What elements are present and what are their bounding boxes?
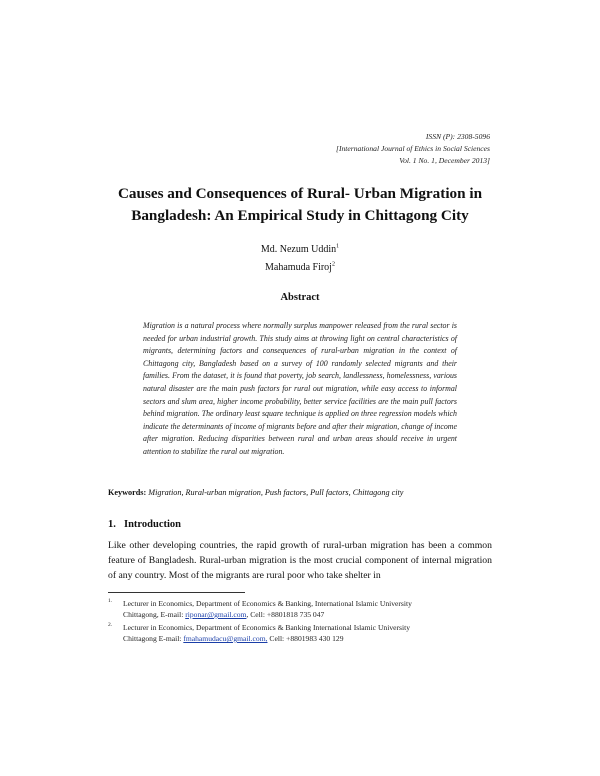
footnote-2-line2 xyxy=(123,633,508,644)
abstract-text: Migration is a natural process where normally surplus manpower released from the rural sector is needed for urban industrial growth. This study aims at throwing light on central characteristics of migrants, determining factors and consequences of rural-urban migration in the context of Chittagong city, Bangladesh based on a survey of 100 randomly selected migrants and their families. From the dataset, it is found that poverty, job search, landlessness, homelessness, various natural disaster are the main push factors for rural out migration, while easy access to informal sectors and slum area, higher income probability, better service facilities are the main pull factors behind migration. The ordinary least square technique is applied on three regression models which indicate the determinants of income of migrants before and after their migration, change of income after migration. Reducing disparities between rural and urban areas should receive in urgent attention to stabilize the rural out migration. xyxy=(143,321,457,456)
author-2-mark: 2 xyxy=(331,261,335,268)
keywords-text: Migration, Rural-urban migration, Push factors, Pull factors, Chittagong city xyxy=(148,488,404,497)
author-2-name: Mahamuda Firoj xyxy=(265,262,332,273)
footnote-2 xyxy=(108,622,508,644)
footnote-1 xyxy=(108,598,508,620)
journal-volume: Vol. 1 No. 1, December 2013] xyxy=(399,156,490,165)
footnote-1-prefix: Chittagong, E-mail: xyxy=(123,610,186,619)
keywords xyxy=(108,487,508,499)
footnote-1-email-link[interactable]: riponar@gmail.com xyxy=(185,610,247,619)
footnote-2-prefix: Chittagong E-mail: xyxy=(123,634,184,643)
section-title: Introduction xyxy=(124,519,181,530)
footnote-2-mark: 2. xyxy=(108,622,113,628)
footnote-1-suffix: , Cell: +8801818 735 047 xyxy=(246,610,325,619)
author-1-name: Md. Nezum Uddin xyxy=(260,244,337,255)
author-1-mark: 1 xyxy=(336,243,340,250)
footnote-divider xyxy=(108,592,245,593)
footnote-2-suffix: Cell: +8801983 430 129 xyxy=(267,634,344,643)
journal-info xyxy=(336,131,490,167)
section-number: 1. xyxy=(108,519,116,530)
introduction-text: Like other developing countries, the rapid growth of rural-urban migration has been a common feature of Bangladesh. Rural-urban migration is the most crucial component of internal migration of any country. Most of the migrants are rural poor who take shelter in xyxy=(108,540,492,581)
keywords-label: Keywords: xyxy=(108,488,147,497)
title-line-2: Bangladesh: An Empirical Study in Chittagong City xyxy=(131,207,469,224)
author-1 xyxy=(100,241,500,259)
footnotes xyxy=(108,598,508,646)
footnote-2-line1: Lecturer in Economics, Department of Economics & Banking International Islamic University xyxy=(123,623,411,632)
journal-name: [International Journal of Ethics in Social Sciences xyxy=(336,144,490,153)
footnote-1-line2 xyxy=(123,609,508,620)
author-2 xyxy=(100,259,500,277)
title-line-1: Causes and Consequences of Rural- Urban Migration in xyxy=(117,185,483,202)
author-list xyxy=(100,241,500,277)
issn: ISSN (P): 2308-5096 xyxy=(425,132,490,141)
footnote-2-email-link[interactable]: fmahamudacu@gmail.com, xyxy=(183,634,268,643)
footnote-1-mark: 1. xyxy=(108,598,113,604)
abstract-heading: Abstract xyxy=(280,292,320,303)
section-heading-introduction xyxy=(108,519,181,530)
footnote-1-line1: Lecturer in Economics, Department of Economics & Banking, International Islamic University xyxy=(123,599,412,608)
paper-title xyxy=(100,183,500,227)
